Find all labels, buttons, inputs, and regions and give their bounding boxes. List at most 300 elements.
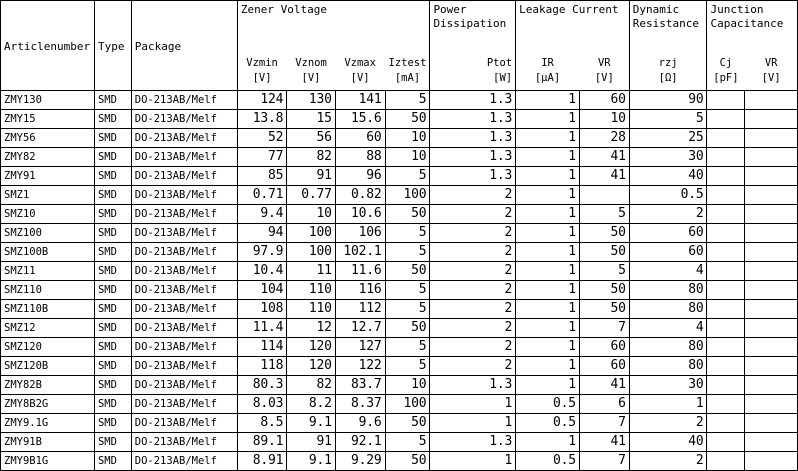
article-cell[interactable]: SMZ11: [1, 262, 95, 281]
ptot-cell[interactable]: 1.3: [430, 167, 516, 186]
article-cell[interactable]: SMZ110B: [1, 300, 95, 319]
ir-cell[interactable]: 1: [516, 167, 580, 186]
vr-junction-cell[interactable]: [745, 319, 798, 338]
table-row: [1, 148, 798, 167]
vr-junction-cell[interactable]: [745, 110, 798, 129]
vzmin-cell[interactable]: 77: [237, 148, 286, 167]
ptot-cell[interactable]: 1.3: [430, 91, 516, 110]
cj-cell[interactable]: [707, 205, 745, 224]
vr-junction-cell[interactable]: [745, 91, 798, 110]
vzmax-cell[interactable]: 106: [335, 224, 385, 243]
vzmax-cell[interactable]: 60: [335, 129, 385, 148]
cj-cell[interactable]: [707, 376, 745, 395]
subheader-vr-leakage-unit: [V]: [594, 72, 614, 84]
vzmax-cell[interactable]: 0.82: [335, 186, 385, 205]
subheader-vznom: [287, 56, 335, 91]
package-cell[interactable]: DO-213AB/Melf: [131, 357, 237, 376]
type-cell[interactable]: SMD: [94, 243, 131, 262]
header-junction-capacitance-line1: Junction: [710, 3, 764, 16]
vznom-cell[interactable]: 15: [287, 110, 335, 129]
vzmin-cell[interactable]: 9.4: [237, 205, 286, 224]
rzj-cell[interactable]: 4: [629, 319, 707, 338]
vzmin-cell[interactable]: 8.5: [237, 414, 286, 433]
vr-junction-cell[interactable]: [745, 338, 798, 357]
type-cell[interactable]: SMD: [94, 186, 131, 205]
package-cell[interactable]: DO-213AB/Melf: [131, 433, 237, 452]
package-cell[interactable]: DO-213AB/Melf: [131, 281, 237, 300]
vzmax-cell[interactable]: 83.7: [335, 376, 385, 395]
ir-cell[interactable]: 1: [516, 319, 580, 338]
package-cell[interactable]: DO-213AB/Melf: [131, 205, 237, 224]
vr-junction-cell[interactable]: [745, 262, 798, 281]
package-cell[interactable]: DO-213AB/Melf: [131, 395, 237, 414]
iztest-cell[interactable]: 5: [385, 281, 430, 300]
rzj-cell[interactable]: 80: [629, 357, 707, 376]
cj-cell[interactable]: [707, 357, 745, 376]
article-cell[interactable]: SMZ100: [1, 224, 95, 243]
ptot-cell[interactable]: 2: [430, 281, 516, 300]
vr-junction-cell[interactable]: [745, 205, 798, 224]
vzmin-cell[interactable]: 104: [237, 281, 286, 300]
vr-junction-cell[interactable]: [745, 243, 798, 262]
vr-leakage-cell[interactable]: 6: [579, 395, 629, 414]
vzmin-cell[interactable]: 94: [237, 224, 286, 243]
vr-leakage-cell[interactable]: [579, 186, 629, 205]
rzj-cell[interactable]: 80: [629, 338, 707, 357]
ir-cell[interactable]: 1: [516, 262, 580, 281]
vznom-cell[interactable]: 110: [287, 281, 335, 300]
ir-cell[interactable]: 1: [516, 376, 580, 395]
rzj-cell[interactable]: 40: [629, 167, 707, 186]
vr-junction-cell[interactable]: [745, 281, 798, 300]
ir-cell[interactable]: 1: [516, 338, 580, 357]
iztest-cell[interactable]: 100: [385, 186, 430, 205]
vr-leakage-cell[interactable]: 5: [579, 205, 629, 224]
cj-cell[interactable]: [707, 91, 745, 110]
type-cell[interactable]: SMD: [94, 395, 131, 414]
cj-cell[interactable]: [707, 110, 745, 129]
ptot-cell[interactable]: 2: [430, 300, 516, 319]
vr-junction-cell[interactable]: [745, 433, 798, 452]
ptot-cell[interactable]: 1: [430, 414, 516, 433]
article-cell[interactable]: ZMY82: [1, 148, 95, 167]
type-cell[interactable]: SMD: [94, 338, 131, 357]
vzmax-cell[interactable]: 116: [335, 281, 385, 300]
iztest-cell[interactable]: 50: [385, 452, 430, 471]
iztest-cell[interactable]: 5: [385, 300, 430, 319]
package-cell[interactable]: DO-213AB/Melf: [131, 319, 237, 338]
vr-leakage-cell[interactable]: 60: [579, 357, 629, 376]
rzj-cell[interactable]: 2: [629, 205, 707, 224]
rzj-cell[interactable]: 5: [629, 110, 707, 129]
vr-junction-cell[interactable]: [745, 376, 798, 395]
type-cell[interactable]: SMD: [94, 110, 131, 129]
subheader-cj-unit: [pF]: [713, 72, 739, 84]
header-dynamic-resistance: [629, 1, 707, 56]
package-cell[interactable]: DO-213AB/Melf: [131, 452, 237, 471]
vznom-cell[interactable]: 9.1: [287, 414, 335, 433]
vznom-cell[interactable]: 11: [287, 262, 335, 281]
vznom-cell[interactable]: 130: [287, 91, 335, 110]
table-body: [1, 91, 798, 471]
iztest-cell[interactable]: 50: [385, 319, 430, 338]
cj-cell[interactable]: [707, 148, 745, 167]
vzmax-cell[interactable]: 141: [335, 91, 385, 110]
package-cell[interactable]: DO-213AB/Melf: [131, 129, 237, 148]
vr-leakage-cell[interactable]: 28: [579, 129, 629, 148]
ptot-cell[interactable]: 2: [430, 262, 516, 281]
cj-cell[interactable]: [707, 433, 745, 452]
type-cell[interactable]: SMD: [94, 167, 131, 186]
vzmin-cell[interactable]: 80.3: [237, 376, 286, 395]
ir-cell[interactable]: 1: [516, 433, 580, 452]
iztest-cell[interactable]: 10: [385, 376, 430, 395]
ptot-cell[interactable]: 2: [430, 224, 516, 243]
cj-cell[interactable]: [707, 338, 745, 357]
header-leakage-current: Leakage Current: [516, 1, 630, 56]
type-cell[interactable]: SMD: [94, 224, 131, 243]
ptot-cell[interactable]: 2: [430, 319, 516, 338]
package-cell[interactable]: DO-213AB/Melf: [131, 243, 237, 262]
article-cell[interactable]: SMZ120: [1, 338, 95, 357]
vr-junction-cell[interactable]: [745, 300, 798, 319]
vr-leakage-cell[interactable]: 5: [579, 262, 629, 281]
rzj-cell[interactable]: 30: [629, 148, 707, 167]
article-cell[interactable]: ZMY91: [1, 167, 95, 186]
subheader-ir-name: IR: [541, 57, 554, 69]
vzmin-cell[interactable]: 52: [237, 129, 286, 148]
type-cell[interactable]: SMD: [94, 281, 131, 300]
package-cell[interactable]: DO-213AB/Melf: [131, 376, 237, 395]
ir-cell[interactable]: 1: [516, 300, 580, 319]
vzmin-cell[interactable]: 108: [237, 300, 286, 319]
vzmax-cell[interactable]: 96: [335, 167, 385, 186]
vzmax-cell[interactable]: 9.29: [335, 452, 385, 471]
ptot-cell[interactable]: 2: [430, 205, 516, 224]
ir-cell[interactable]: 1: [516, 357, 580, 376]
vznom-cell[interactable]: 120: [287, 357, 335, 376]
vzmax-cell[interactable]: 102.1: [335, 243, 385, 262]
vr-junction-cell[interactable]: [745, 224, 798, 243]
package-cell[interactable]: DO-213AB/Melf: [131, 91, 237, 110]
vznom-cell[interactable]: 91: [287, 167, 335, 186]
package-cell[interactable]: DO-213AB/Melf: [131, 414, 237, 433]
subheader-ir: [516, 56, 580, 91]
header-dynamic-resistance-line1: Dynamic: [632, 3, 680, 16]
iztest-cell[interactable]: 10: [385, 129, 430, 148]
iztest-cell[interactable]: 10: [385, 148, 430, 167]
rzj-cell[interactable]: 80: [629, 300, 707, 319]
type-cell[interactable]: SMD: [94, 319, 131, 338]
vzmax-cell[interactable]: 112: [335, 300, 385, 319]
vzmax-cell[interactable]: 92.1: [335, 433, 385, 452]
rzj-cell[interactable]: 25: [629, 129, 707, 148]
ir-cell[interactable]: 1: [516, 91, 580, 110]
ir-cell[interactable]: 0.5: [516, 395, 580, 414]
vzmin-cell[interactable]: 118: [237, 357, 286, 376]
cj-cell[interactable]: [707, 186, 745, 205]
ir-cell[interactable]: 1: [516, 186, 580, 205]
header-power-dissipation: [430, 1, 516, 56]
article-cell[interactable]: SMZ110: [1, 281, 95, 300]
iztest-cell[interactable]: 50: [385, 205, 430, 224]
header-junction-capacitance-line2: Capacitance: [710, 17, 784, 30]
subheader-rzj-name: rzj: [658, 57, 678, 69]
package-cell[interactable]: DO-213AB/Melf: [131, 262, 237, 281]
vr-leakage-cell[interactable]: 41: [579, 376, 629, 395]
vzmin-cell[interactable]: 11.4: [237, 319, 286, 338]
subheader-iztest: [385, 56, 430, 91]
iztest-cell[interactable]: 50: [385, 414, 430, 433]
vzmin-cell[interactable]: 10.4: [237, 262, 286, 281]
vzmin-cell[interactable]: 124: [237, 91, 286, 110]
rzj-cell[interactable]: 60: [629, 224, 707, 243]
vznom-cell[interactable]: 100: [287, 243, 335, 262]
vzmax-cell[interactable]: 9.6: [335, 414, 385, 433]
subheader-vzmin-unit: [V]: [252, 72, 272, 84]
table-row: [1, 281, 798, 300]
subheader-ir-unit: [μA]: [534, 72, 561, 84]
article-cell[interactable]: SMZ1: [1, 186, 95, 205]
rzj-cell[interactable]: 60: [629, 243, 707, 262]
ptot-cell[interactable]: 2: [430, 186, 516, 205]
article-cell[interactable]: ZMY91B: [1, 433, 95, 452]
cj-cell[interactable]: [707, 414, 745, 433]
ir-cell[interactable]: 1: [516, 224, 580, 243]
subheader-vr-junction-name: VR: [764, 57, 778, 69]
vzmin-cell[interactable]: 13.8: [237, 110, 286, 129]
iztest-cell[interactable]: 5: [385, 224, 430, 243]
ptot-cell[interactable]: 1: [430, 452, 516, 471]
ptot-cell[interactable]: 1: [430, 395, 516, 414]
package-cell[interactable]: DO-213AB/Melf: [131, 224, 237, 243]
table-row: [1, 395, 798, 414]
vr-junction-cell[interactable]: [745, 395, 798, 414]
ptot-cell[interactable]: 2: [430, 357, 516, 376]
article-cell[interactable]: ZMY56: [1, 129, 95, 148]
ir-cell[interactable]: 1: [516, 148, 580, 167]
rzj-cell[interactable]: 80: [629, 281, 707, 300]
vr-leakage-cell[interactable]: 60: [579, 91, 629, 110]
type-cell[interactable]: SMD: [94, 452, 131, 471]
iztest-cell[interactable]: 50: [385, 110, 430, 129]
subheader-vr-leakage-name: VR: [597, 57, 611, 69]
vr-junction-cell[interactable]: [745, 452, 798, 471]
vzmin-cell[interactable]: 89.1: [237, 433, 286, 452]
package-cell[interactable]: DO-213AB/Melf: [131, 167, 237, 186]
table-row: [1, 338, 798, 357]
table-row: [1, 167, 798, 186]
vzmax-cell[interactable]: 88: [335, 148, 385, 167]
vr-junction-cell[interactable]: [745, 148, 798, 167]
vr-leakage-cell[interactable]: 50: [579, 243, 629, 262]
table-row: [1, 319, 798, 338]
iztest-cell[interactable]: 5: [385, 357, 430, 376]
iztest-cell[interactable]: 50: [385, 262, 430, 281]
iztest-cell[interactable]: 5: [385, 91, 430, 110]
type-cell[interactable]: SMD: [94, 357, 131, 376]
type-cell[interactable]: SMD: [94, 262, 131, 281]
vzmax-cell[interactable]: 11.6: [335, 262, 385, 281]
iztest-cell[interactable]: 100: [385, 395, 430, 414]
vr-junction-cell[interactable]: [745, 357, 798, 376]
table-row: [1, 129, 798, 148]
ir-cell[interactable]: 0.5: [516, 452, 580, 471]
table-row: [1, 91, 798, 110]
ir-cell[interactable]: 1: [516, 110, 580, 129]
rzj-cell[interactable]: 1: [629, 395, 707, 414]
cj-cell[interactable]: [707, 129, 745, 148]
subheader-ptot: [430, 56, 516, 91]
vzmax-cell[interactable]: 15.6: [335, 110, 385, 129]
rzj-cell[interactable]: 4: [629, 262, 707, 281]
vr-leakage-cell[interactable]: 50: [579, 224, 629, 243]
vznom-cell[interactable]: 82: [287, 148, 335, 167]
vznom-cell[interactable]: 10: [287, 205, 335, 224]
article-cell[interactable]: ZMY82B: [1, 376, 95, 395]
vzmax-cell[interactable]: 127: [335, 338, 385, 357]
cj-cell[interactable]: [707, 262, 745, 281]
package-cell[interactable]: DO-213AB/Melf: [131, 148, 237, 167]
cj-cell[interactable]: [707, 395, 745, 414]
ptot-cell[interactable]: 2: [430, 243, 516, 262]
vznom-cell[interactable]: 9.1: [287, 452, 335, 471]
ir-cell[interactable]: 1: [516, 205, 580, 224]
vr-leakage-cell[interactable]: 7: [579, 452, 629, 471]
ir-cell[interactable]: 1: [516, 129, 580, 148]
header-row-top: [1, 1, 798, 56]
ptot-cell[interactable]: 1.3: [430, 433, 516, 452]
header-power-dissipation-line2: Dissipation: [433, 17, 507, 30]
table-row: [1, 224, 798, 243]
rzj-cell[interactable]: 30: [629, 376, 707, 395]
cj-cell[interactable]: [707, 224, 745, 243]
article-cell[interactable]: SMZ10: [1, 205, 95, 224]
article-cell[interactable]: ZMY8B2G: [1, 395, 95, 414]
iztest-cell[interactable]: 5: [385, 167, 430, 186]
cj-cell[interactable]: [707, 452, 745, 471]
article-cell[interactable]: SMZ100B: [1, 243, 95, 262]
vr-junction-cell[interactable]: [745, 167, 798, 186]
cj-cell[interactable]: [707, 167, 745, 186]
ptot-cell[interactable]: 2: [430, 338, 516, 357]
vr-leakage-cell[interactable]: 41: [579, 167, 629, 186]
vzmin-cell[interactable]: 8.91: [237, 452, 286, 471]
ptot-cell[interactable]: 1.3: [430, 129, 516, 148]
table-row: [1, 452, 798, 471]
ir-cell[interactable]: 0.5: [516, 414, 580, 433]
type-cell[interactable]: SMD: [94, 376, 131, 395]
vr-junction-cell[interactable]: [745, 414, 798, 433]
cj-cell[interactable]: [707, 319, 745, 338]
rzj-cell[interactable]: 2: [629, 414, 707, 433]
vr-leakage-cell[interactable]: 50: [579, 300, 629, 319]
vzmax-cell[interactable]: 122: [335, 357, 385, 376]
vznom-cell[interactable]: 82: [287, 376, 335, 395]
article-cell[interactable]: ZMY130: [1, 91, 95, 110]
rzj-cell[interactable]: 40: [629, 433, 707, 452]
article-cell[interactable]: SMZ120B: [1, 357, 95, 376]
package-cell[interactable]: DO-213AB/Melf: [131, 110, 237, 129]
vzmin-cell[interactable]: 85: [237, 167, 286, 186]
type-cell[interactable]: SMD: [94, 414, 131, 433]
ptot-cell[interactable]: 1.3: [430, 148, 516, 167]
vzmin-cell[interactable]: 8.03: [237, 395, 286, 414]
iztest-cell[interactable]: 5: [385, 338, 430, 357]
vr-junction-cell[interactable]: [745, 129, 798, 148]
vznom-cell[interactable]: 100: [287, 224, 335, 243]
vznom-cell[interactable]: 110: [287, 300, 335, 319]
vznom-cell[interactable]: 8.2: [287, 395, 335, 414]
vznom-cell[interactable]: 12: [287, 319, 335, 338]
cj-cell[interactable]: [707, 281, 745, 300]
subheader-vznom-name: Vznom: [295, 57, 327, 69]
article-cell[interactable]: SMZ12: [1, 319, 95, 338]
type-cell[interactable]: SMD: [94, 91, 131, 110]
rzj-cell[interactable]: 2: [629, 452, 707, 471]
vr-leakage-cell[interactable]: 41: [579, 433, 629, 452]
vzmin-cell[interactable]: 0.71: [237, 186, 286, 205]
subheader-rzj: [629, 56, 707, 91]
cj-cell[interactable]: [707, 300, 745, 319]
type-cell[interactable]: SMD: [94, 205, 131, 224]
table-row: [1, 357, 798, 376]
vr-leakage-cell[interactable]: 10: [579, 110, 629, 129]
subheader-iztest-unit: [mA]: [394, 72, 421, 84]
vr-leakage-cell[interactable]: 7: [579, 319, 629, 338]
type-cell[interactable]: SMD: [94, 129, 131, 148]
header-type: Type: [94, 1, 131, 91]
ir-cell[interactable]: 1: [516, 281, 580, 300]
article-cell[interactable]: ZMY9.1G: [1, 414, 95, 433]
article-cell[interactable]: ZMY9B1G: [1, 452, 95, 471]
vzmax-cell[interactable]: 10.6: [335, 205, 385, 224]
package-cell[interactable]: DO-213AB/Melf: [131, 186, 237, 205]
cj-cell[interactable]: [707, 243, 745, 262]
package-cell[interactable]: DO-213AB/Melf: [131, 338, 237, 357]
vzmax-cell[interactable]: 12.7: [335, 319, 385, 338]
rzj-cell[interactable]: 90: [629, 91, 707, 110]
subheader-vzmax-name: Vzmax: [344, 57, 376, 69]
vr-leakage-cell[interactable]: 7: [579, 414, 629, 433]
ir-cell[interactable]: 1: [516, 243, 580, 262]
article-cell[interactable]: ZMY15: [1, 110, 95, 129]
vznom-cell[interactable]: 91: [287, 433, 335, 452]
table-row: [1, 300, 798, 319]
iztest-cell[interactable]: 5: [385, 433, 430, 452]
ptot-cell[interactable]: 1.3: [430, 110, 516, 129]
type-cell[interactable]: SMD: [94, 433, 131, 452]
vzmin-cell[interactable]: 97.9: [237, 243, 286, 262]
vzmax-cell[interactable]: 8.37: [335, 395, 385, 414]
vzmin-cell[interactable]: 114: [237, 338, 286, 357]
vr-leakage-cell[interactable]: 60: [579, 338, 629, 357]
type-cell[interactable]: SMD: [94, 300, 131, 319]
type-cell[interactable]: SMD: [94, 148, 131, 167]
vznom-cell[interactable]: 120: [287, 338, 335, 357]
rzj-cell[interactable]: 0.5: [629, 186, 707, 205]
package-cell[interactable]: DO-213AB/Melf: [131, 300, 237, 319]
vr-junction-cell[interactable]: [745, 186, 798, 205]
ptot-cell[interactable]: 1.3: [430, 376, 516, 395]
subheader-vzmax-unit: [V]: [350, 72, 370, 84]
vr-leakage-cell[interactable]: 41: [579, 148, 629, 167]
vr-leakage-cell[interactable]: 50: [579, 281, 629, 300]
vznom-cell[interactable]: 0.77: [287, 186, 335, 205]
header-package: Package: [131, 1, 237, 91]
vznom-cell[interactable]: 56: [287, 129, 335, 148]
iztest-cell[interactable]: 5: [385, 243, 430, 262]
